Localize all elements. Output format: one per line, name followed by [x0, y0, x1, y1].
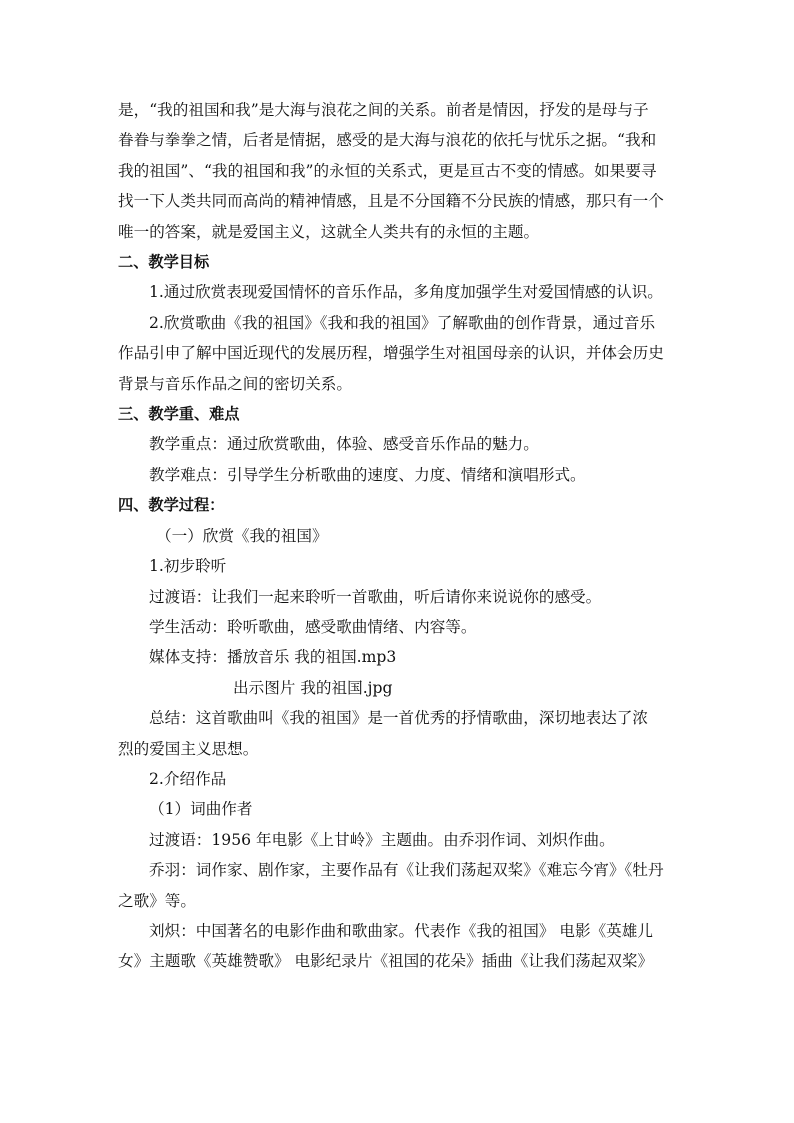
- heading-key-points: 三、教学重、难点: [118, 405, 240, 424]
- qiaoyu-line-2: 之歌》等。: [118, 891, 196, 910]
- part-1-title: （一）欣赏《我的祖国》: [156, 526, 328, 545]
- heading-teaching-process: 四、教学过程：: [118, 496, 225, 515]
- goal-2-line-1: 2.欣赏歌曲《我的祖国》《我和我的祖国》了解歌曲的创作背景，通过音乐: [149, 313, 656, 332]
- transition-2: 过渡语：1956 年电影《上甘岭》主题曲。由乔羽作词、刘炽作曲。: [149, 830, 615, 849]
- intro-line-2: 眷眷与拳拳之情，后者是情据，感受的是大海与浪花的依托与忧乐之据。“我和: [118, 131, 657, 150]
- step-2-title: 2.介绍作品: [149, 769, 227, 788]
- step-1-title: 1.初步聆听: [149, 557, 227, 576]
- media-support-audio: 媒体支持：播放音乐 我的祖国.mp3: [149, 648, 397, 667]
- key-point: 教学重点：通过欣赏歌曲，体验、感受音乐作品的魅力。: [149, 435, 539, 454]
- sub-1-title: （1）词曲作者: [149, 800, 253, 819]
- liuchi-line-1: 刘炽：中国著名的电影作曲和歌曲家。代表作《我的祖国》 电影《英雄儿: [149, 921, 653, 940]
- goal-1: 1.通过欣赏表现爱国情怀的音乐作品，多角度加强学生对爱国情感的认识。: [149, 283, 663, 302]
- qiaoyu-line-1: 乔羽：词作家、剧作家，主要作品有《让我们荡起双桨》《难忘今宵》《牡丹: [149, 861, 664, 880]
- intro-line-4: 找一下人类共同而高尚的精神情感，且是不分国籍不分民族的情感，那只有一个: [118, 192, 664, 211]
- summary-line-1: 总结：这首歌曲叫《我的祖国》是一首优秀的抒情歌曲，深切地表达了浓: [149, 709, 649, 728]
- intro-line-5: 唯一的答案，就是爱国主义，这就全人类共有的永恒的主题。: [118, 222, 540, 241]
- heading-teaching-goals: 二、教学目标: [118, 253, 210, 272]
- intro-line-1: 是，“我的祖国和我”是大海与浪花之间的关系。前者是情因，抒发的是母与子: [118, 101, 649, 119]
- media-support-image: 出示图片 我的祖国.jpg: [233, 678, 393, 697]
- goal-2-line-2: 作品引申了解中国近现代的发展历程，增强学生对祖国母亲的认识，并体会历史: [118, 344, 664, 363]
- document-body: [118, 95, 678, 977]
- liuchi-line-2: 女》主题歌《英雄赞歌》 电影纪录片《祖国的花朵》插曲《让我们荡起双桨》: [118, 952, 654, 971]
- intro-line-3: 我的祖国”、“我的祖国和我”的永恒的关系式，更是亘古不变的情感。如果要寻: [118, 161, 657, 180]
- transition-1: 过渡语：让我们一起来聆听一首歌曲，听后请你来说说你的感受。: [149, 587, 602, 606]
- student-activity: 学生活动：聆听歌曲，感受歌曲情绪、内容等。: [149, 617, 477, 636]
- goal-2-line-3: 背景与音乐作品之间的密切关系。: [118, 374, 352, 393]
- difficult-point: 教学难点：引导学生分析歌曲的速度、力度、情绪和演唱形式。: [149, 465, 586, 484]
- summary-line-2: 烈的爱国主义思想。: [118, 739, 259, 758]
